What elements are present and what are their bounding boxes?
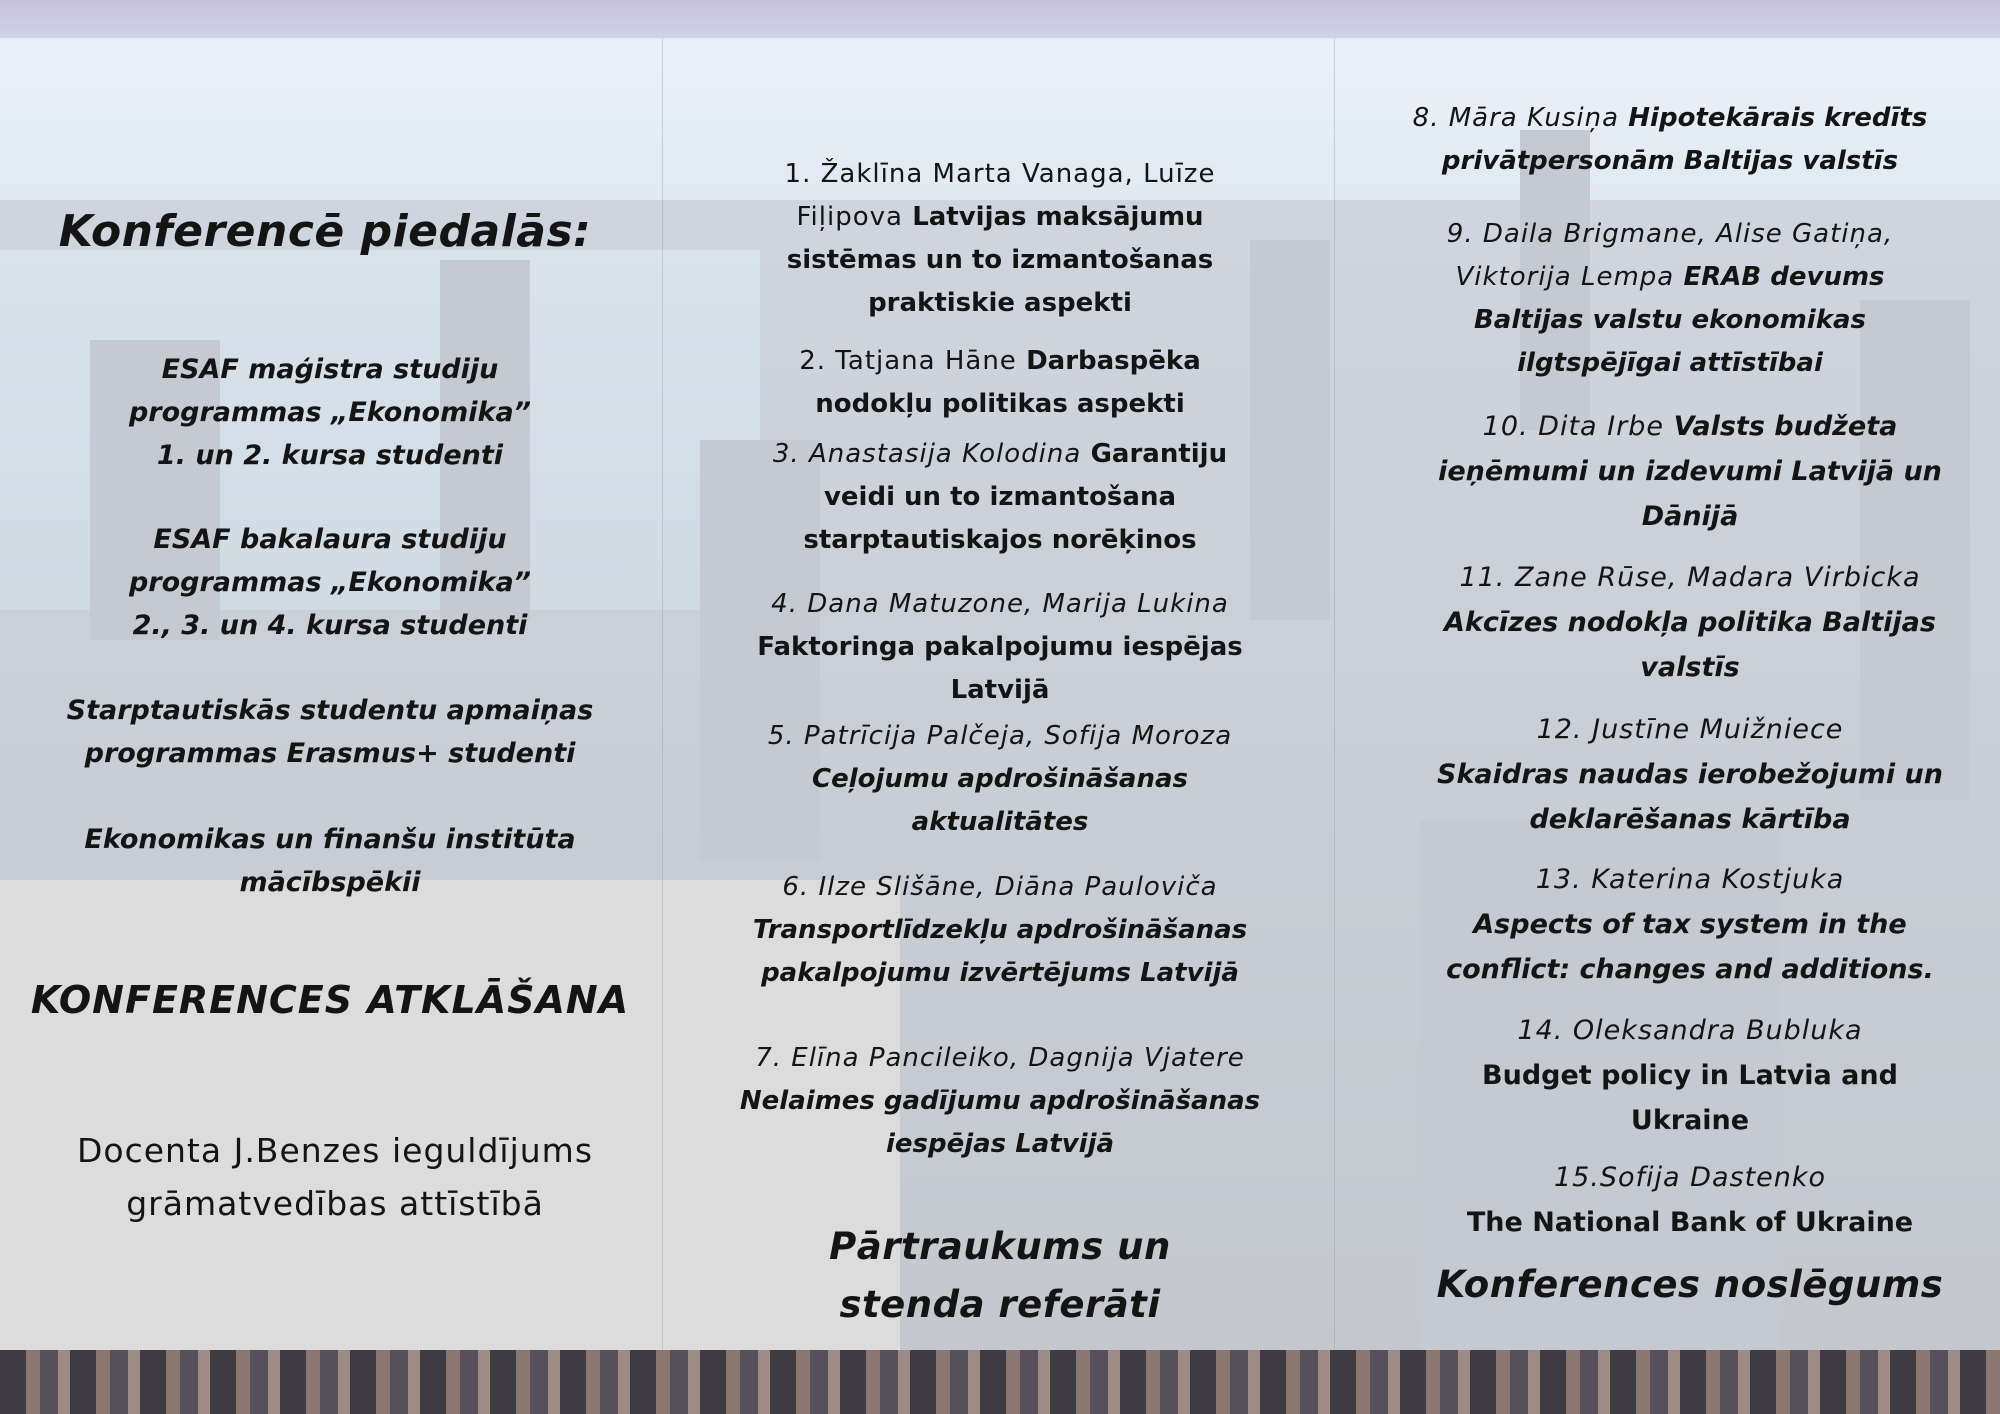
talk-authors: 14. Oleksandra Bubluka	[1517, 1015, 1863, 1046]
talk-authors: 13. Katerina Kostjuka	[1535, 864, 1845, 895]
talk-title: Faktoringa pakalpojumu iespējas	[757, 632, 1243, 662]
talk-item	[715, 340, 1285, 426]
talk-item	[1380, 404, 2000, 539]
talk-item	[715, 1037, 1285, 1166]
talk-title: pakalpojumu izvērtējums Latvijā	[761, 958, 1239, 988]
talk-authors: Viktorija Lempa	[1455, 262, 1684, 292]
talk-title: nodokļu politikas aspekti	[815, 389, 1185, 419]
talk-title: Skaidras naudas ierobežojumi un	[1437, 759, 1943, 790]
opening-lecture	[40, 1124, 630, 1230]
talk-authors: 3. Anastasija Kolodina	[772, 439, 1091, 469]
talk-title: Aspects of tax system in the	[1473, 909, 1907, 940]
talk-title: Budget policy in Latvia and	[1482, 1060, 1898, 1091]
audience-group	[40, 689, 620, 775]
audience-line: Starptautiskās studentu apmaiņas	[66, 695, 594, 726]
talk-authors: Fiļipova	[796, 202, 913, 232]
talk-item	[715, 715, 1285, 844]
break-line: stenda referāti	[839, 1283, 1161, 1326]
talk-item	[1380, 555, 2000, 690]
talk-item	[1380, 97, 1960, 183]
talk-item	[715, 433, 1285, 562]
talk-authors: 8. Māra Kusiņa	[1412, 103, 1629, 133]
audience-line: 1. un 2. kursa studenti	[156, 440, 504, 471]
break-line: Pārtraukums un	[829, 1225, 1171, 1268]
lecture-line: Docenta J.Benzes ieguldījums	[76, 1131, 594, 1170]
talk-item	[715, 866, 1285, 995]
talk-title: ieņēmumi un izdevumi Latvijā un	[1438, 456, 1942, 487]
talk-title: privātpersonām Baltijas valstīs	[1441, 146, 1899, 176]
talk-authors: 12. Justīne Muižniece	[1536, 714, 1844, 745]
talk-item	[1380, 1155, 2000, 1245]
talk-item	[715, 583, 1285, 712]
talk-authors: 10. Dita Irbe	[1482, 411, 1674, 442]
talk-title: Latvijas maksājumu	[912, 202, 1204, 232]
fold-line	[662, 38, 663, 1350]
talk-title: veidi un to izmantošana	[823, 482, 1177, 512]
talk-title: The National Bank of Ukraine	[1466, 1207, 1914, 1238]
audience-line: Ekonomikas un finanšu institūta	[84, 824, 576, 855]
audience-line: ESAF bakalaura studiju	[153, 524, 507, 555]
talk-title: Ceļojumu apdrošināšanas	[811, 764, 1188, 794]
talk-title: Nelaimes gadījumu apdrošināšanas	[739, 1086, 1261, 1116]
audience-line: programmas „Ekonomika”	[128, 397, 532, 428]
talk-title: Dānijā	[1641, 501, 1739, 532]
talk-authors: 11. Zane Rūse, Madara Virbicka	[1459, 562, 1921, 593]
talk-title: aktualitātes	[911, 807, 1089, 837]
talk-item	[715, 153, 1285, 325]
talk-item	[1380, 707, 2000, 842]
talk-item	[1380, 1008, 2000, 1143]
talk-authors: 5. Patrīcija Palčeja, Sofija Moroza	[767, 721, 1233, 751]
talk-item	[1380, 213, 1960, 385]
talk-authors: 7. Elīna Pancileiko, Dagnija Vjatere	[755, 1043, 1245, 1073]
audience-group	[40, 348, 620, 477]
talk-title: Valsts budžeta	[1673, 411, 1898, 442]
talk-title: starptautiskajos norēķinos	[803, 525, 1197, 555]
talk-title: Akcīzes nodokļa politika Baltijas	[1444, 607, 1936, 638]
talk-authors: 6. Ilze Slišāne, Diāna Pauloviča	[782, 872, 1218, 902]
talk-title: Ukraine	[1630, 1105, 1750, 1136]
audience-group	[40, 818, 620, 904]
talk-title: Baltijas valstu ekonomikas	[1473, 305, 1867, 335]
audience-line: programmas „Ekonomika”	[128, 567, 532, 598]
opening-heading: KONFERENCES ATKLĀŠANA	[30, 978, 630, 1022]
talk-title: ilgtspējīgai attīstībai	[1517, 348, 1823, 378]
talk-title: valstīs	[1640, 652, 1740, 683]
talk-title: Transportlīdzekļu apdrošināšanas	[752, 915, 1248, 945]
talk-authors: 15.Sofija Dastenko	[1553, 1162, 1827, 1193]
talk-title: Hipotekārais kredīts	[1628, 103, 1928, 133]
lecture-line: grāmatvedības attīstībā	[126, 1184, 544, 1223]
audience-line: mācībspēkii	[239, 867, 421, 898]
talk-title: ERAB devums	[1683, 262, 1885, 292]
photo-bottom-strip	[0, 1350, 2000, 1414]
talk-authors: 4. Dana Matuzone, Marija Lukina	[771, 589, 1229, 619]
talk-authors: 9. Daila Brigmane, Alise Gatiņa,	[1446, 219, 1894, 249]
talk-title: Darbaspēka	[1026, 346, 1201, 376]
break-heading	[715, 1218, 1285, 1334]
talk-title: conflict: changes and additions.	[1446, 954, 1934, 985]
talk-title: Latvijā	[950, 675, 1050, 705]
talk-authors: 1. Žaklīna Marta Vanaga, Luīze	[784, 159, 1216, 189]
talk-title: Garantiju	[1090, 439, 1228, 469]
talk-title: iespējas Latvijā	[885, 1129, 1115, 1159]
talk-item	[1380, 857, 2000, 992]
talk-title: praktiskie aspekti	[868, 288, 1132, 318]
audience-group	[40, 518, 620, 647]
audience-line: ESAF maģistra studiju	[161, 354, 499, 385]
audience-line: programmas Erasmus+ studenti	[84, 738, 576, 769]
participants-heading: Konferencē piedalās:	[58, 206, 592, 257]
closing-heading: Konferences noslēgums	[1436, 1263, 1944, 1306]
talk-authors: 2. Tatjana Hāne	[799, 346, 1027, 376]
fold-line	[1334, 38, 1335, 1350]
talk-title: deklarēšanas kārtība	[1529, 804, 1851, 835]
talk-title: sistēmas un to izmantošanas	[786, 245, 1214, 275]
audience-line: 2., 3. un 4. kursa studenti	[132, 610, 528, 641]
